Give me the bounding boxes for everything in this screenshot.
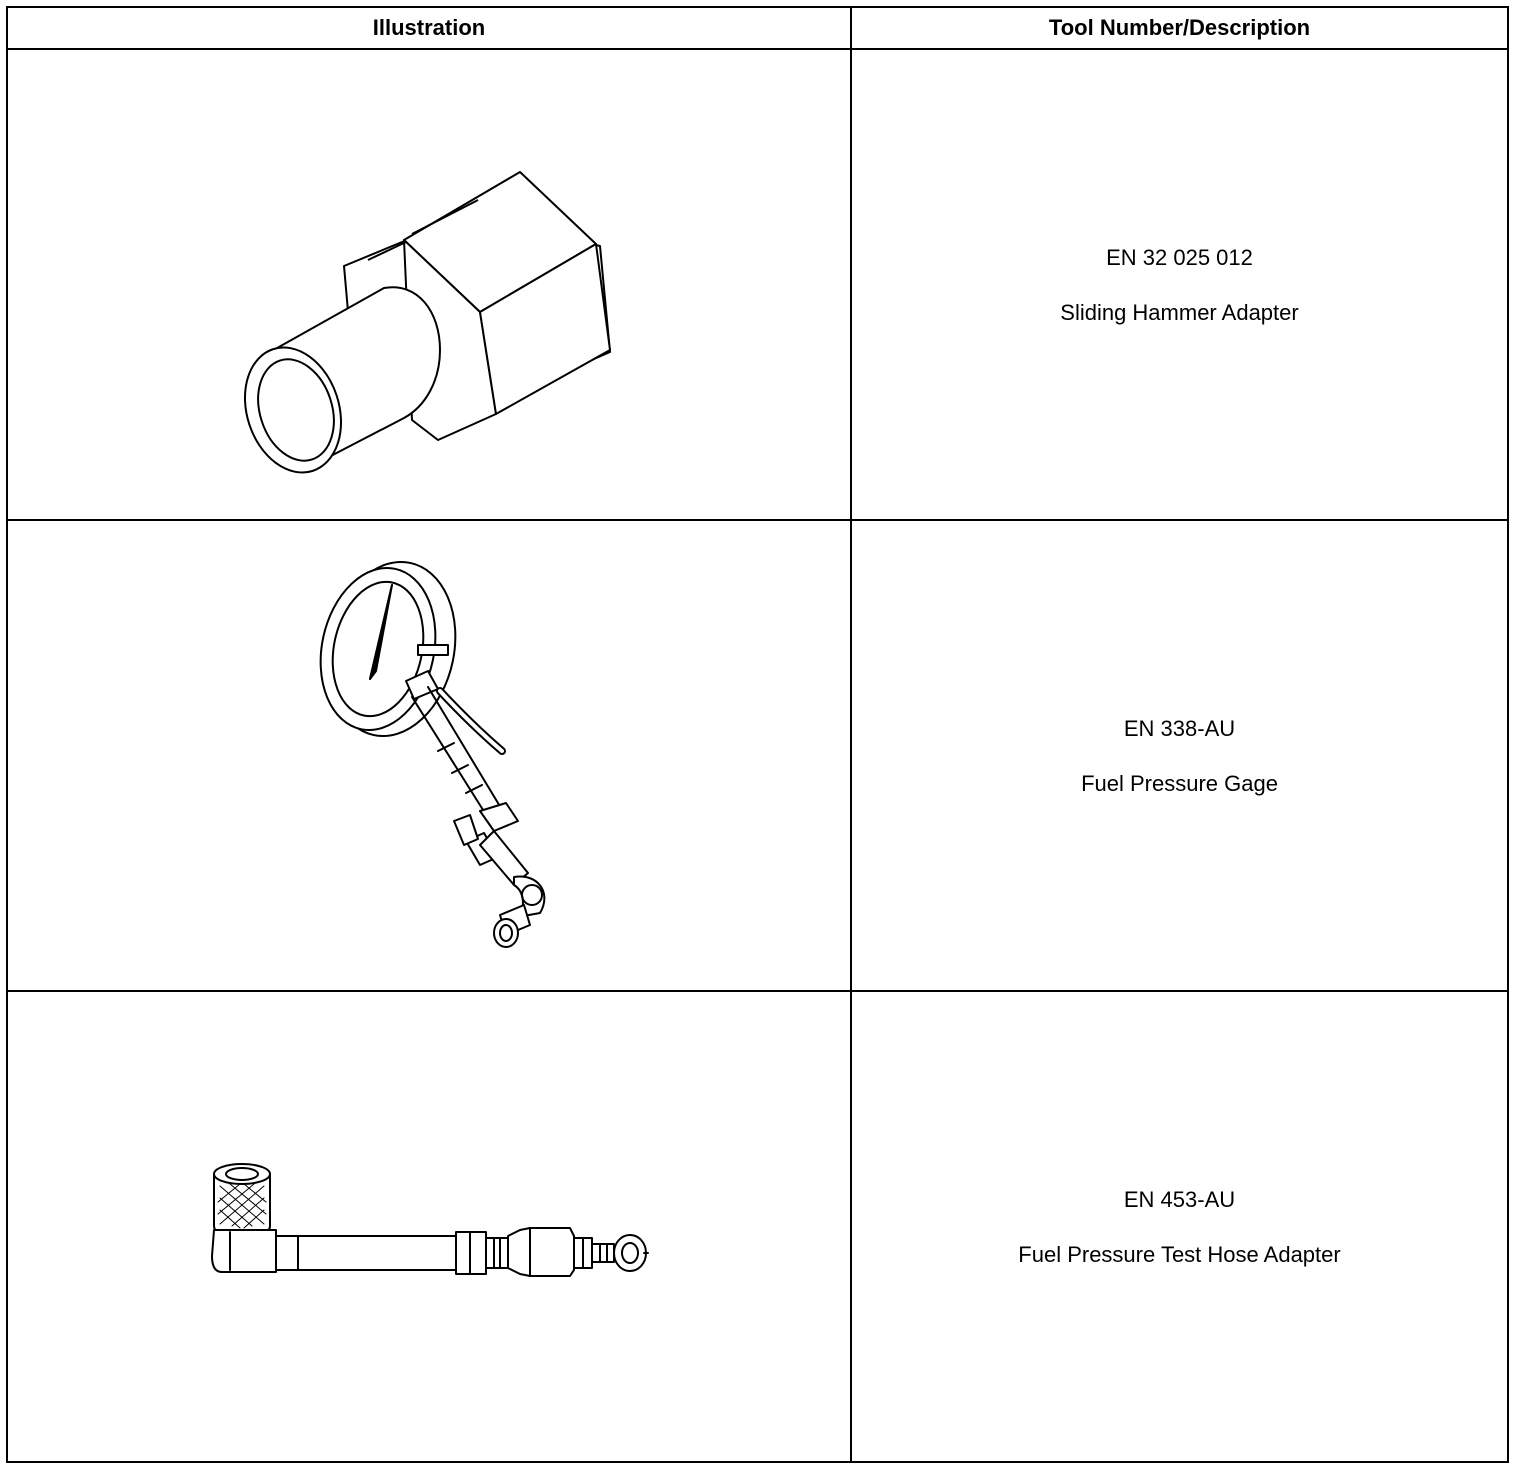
header-tool-number-description: Tool Number/Description <box>851 7 1508 49</box>
tool-description: Fuel Pressure Gage <box>1081 770 1278 796</box>
table-row <box>7 520 1508 991</box>
tool-table <box>6 6 1509 1463</box>
sliding-hammer-adapter-icon <box>8 50 852 519</box>
tool-description: Sliding Hammer Adapter <box>1060 299 1299 325</box>
tool-number: EN 453-AU <box>1123 1186 1236 1212</box>
illustration-cell <box>7 520 851 991</box>
fuel-pressure-test-hose-adapter-icon <box>8 992 852 1461</box>
tool-description: Fuel Pressure Test Hose Adapter <box>1018 1241 1341 1267</box>
tool-description-cell <box>851 991 1508 1462</box>
tool-description-cell <box>851 49 1508 520</box>
table-row <box>7 49 1508 520</box>
header-illustration: Illustration <box>7 7 851 49</box>
table-row <box>7 991 1508 1462</box>
table-header-row <box>7 7 1508 49</box>
tool-number: EN 32 025 012 <box>1106 244 1253 270</box>
tool-description-cell <box>851 520 1508 991</box>
fuel-pressure-gage-icon <box>8 521 852 990</box>
illustration-cell <box>7 991 851 1462</box>
illustration-cell <box>7 49 851 520</box>
tool-number: EN 338-AU <box>1123 715 1236 741</box>
